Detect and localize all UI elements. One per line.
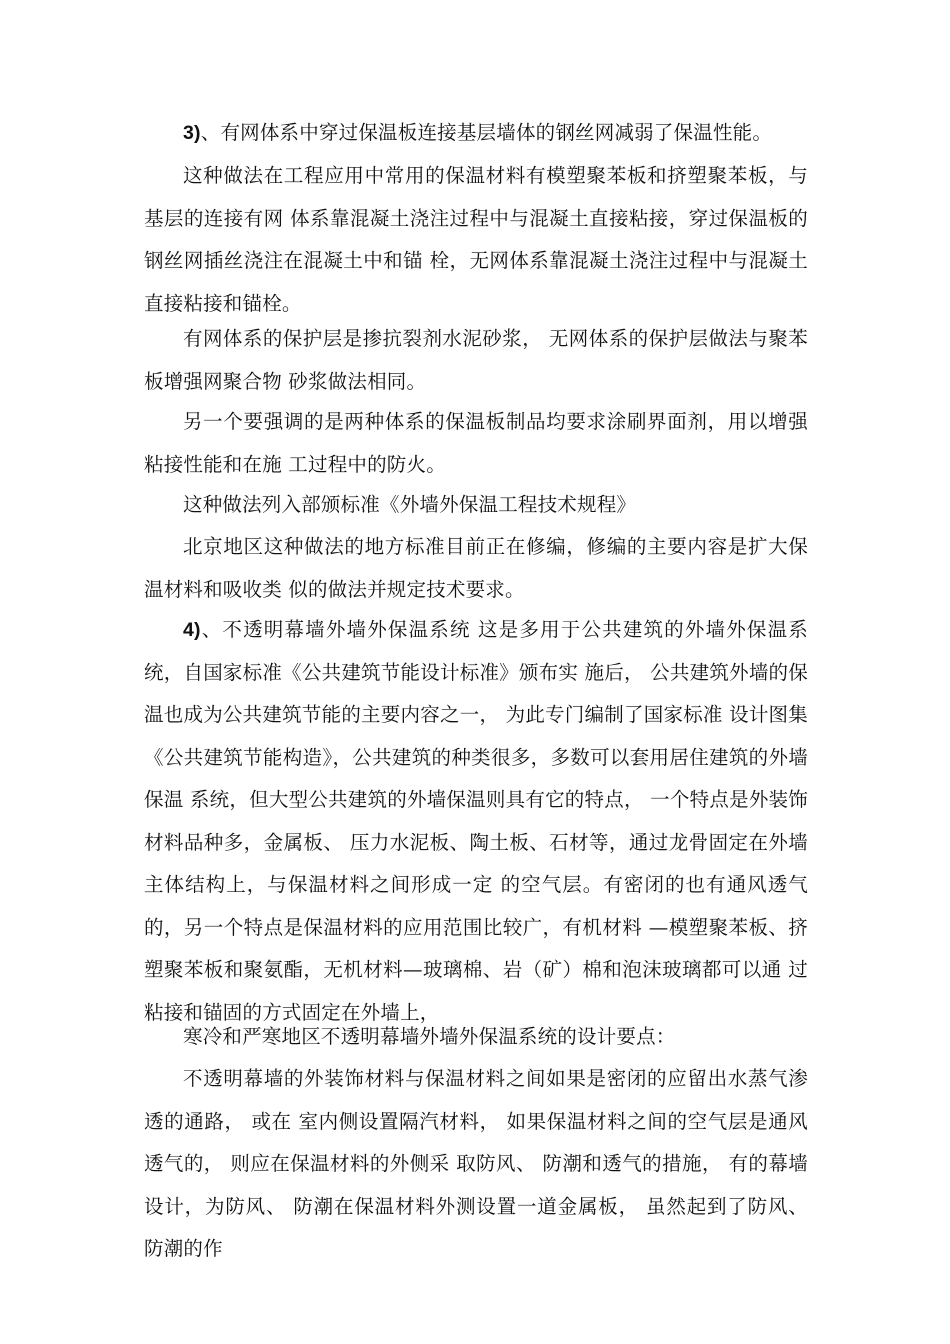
paragraph-design-points [144,1016,808,1059]
paragraph-text: 不透明幕墙的外装饰材料与保温材料之间如果是密闭的应留出水蒸气渗透的通路， 或在 室内侧设置隔汽材料， 如果保温材料之间的空气层是通风透气的， 则应在保温材料的外侧采 取防风、 防潮和透气的措施， 有的幕墙设计，为防风、 防潮在保温材料外测设置一道金属板， 虽然起到了防风、 防潮的作 [144,1067,808,1260]
item-number: 3) [183,122,201,144]
paragraph-text: 、不透明幕墙外墙外保温系统 这是多用于公共建筑的外墙外保温系统，自国家标准《公共建筑节能设计标准》颁布实 施后， 公共建筑外墙的保温也成为公共建筑节能的主要内容之一， 为此专门编制了国家标准 设计图集《公共建筑节能构造》，公共建筑的种类很多，多数可以套用居住建筑的外墙保温 系统，但大型公共建筑的外墙保温则具有它的特点， 一个特点是外装饰材料品种多，金属板、 压力水泥板、陶土板、石材等，通过龙骨固定在外墙主体结构上，与保温材料之间形成一定 的空气层。有密闭的也有通风透气的，另一个特点是保温材料的应用范围比较广，有机材料 —模塑聚苯板、挤塑聚苯板和聚氨酯，无机材料—玻璃棉、岩（矿）棉和泡沫玻璃都可以通 过粘接和锚固的方式固定在外墙上， [144,618,808,1024]
paragraph-standard [144,484,808,527]
item-number: 4) [183,619,201,641]
paragraph-beijing [144,526,808,611]
paragraph-4 [144,609,808,1034]
paragraph-protective-layer [144,318,808,403]
paragraph-opaque-curtain-wall [144,1058,808,1271]
paragraph-text: 这种做法在工程应用中常用的保温材料有模塑聚苯板和挤塑聚苯板，与基层的连接有网 体系靠混凝土浇注过程中与混凝土直接粘接，穿过保温板的钢丝网插丝浇注在混凝土中和锚 栓，无网体系靠混凝土浇注过程中与混凝土直接粘接和锚栓。 [144,164,808,315]
paragraph-text: 寒冷和严寒地区不透明幕墙外墙外保温系统的设计要点： [183,1025,676,1048]
paragraph-text: 、有网体系中穿过保温板连接基层墙体的钢丝网减弱了保温性能。 [200,121,773,144]
paragraph-interface-agent [144,401,808,486]
paragraph-text: 这种做法列入部颁标准《外墙外保温工程技术规程》 [183,493,637,516]
paragraph-text: 有网体系的保护层是掺抗裂剂水泥砂浆， 无网体系的保护层做法与聚苯板增强网聚合物 砂浆做法相同。 [144,327,808,393]
paragraph-practice [144,155,808,325]
paragraph-text: 另一个要强调的是两种体系的保温板制品均要求涂刷界面剂，用以增强粘接性能和在施 工过程中的防火。 [144,410,808,476]
paragraph-3 [144,112,808,155]
paragraph-text: 北京地区这种做法的地方标准目前正在修编，修编的主要内容是扩大保温材料和吸收类 似的做法并规定技术要求。 [144,535,808,601]
